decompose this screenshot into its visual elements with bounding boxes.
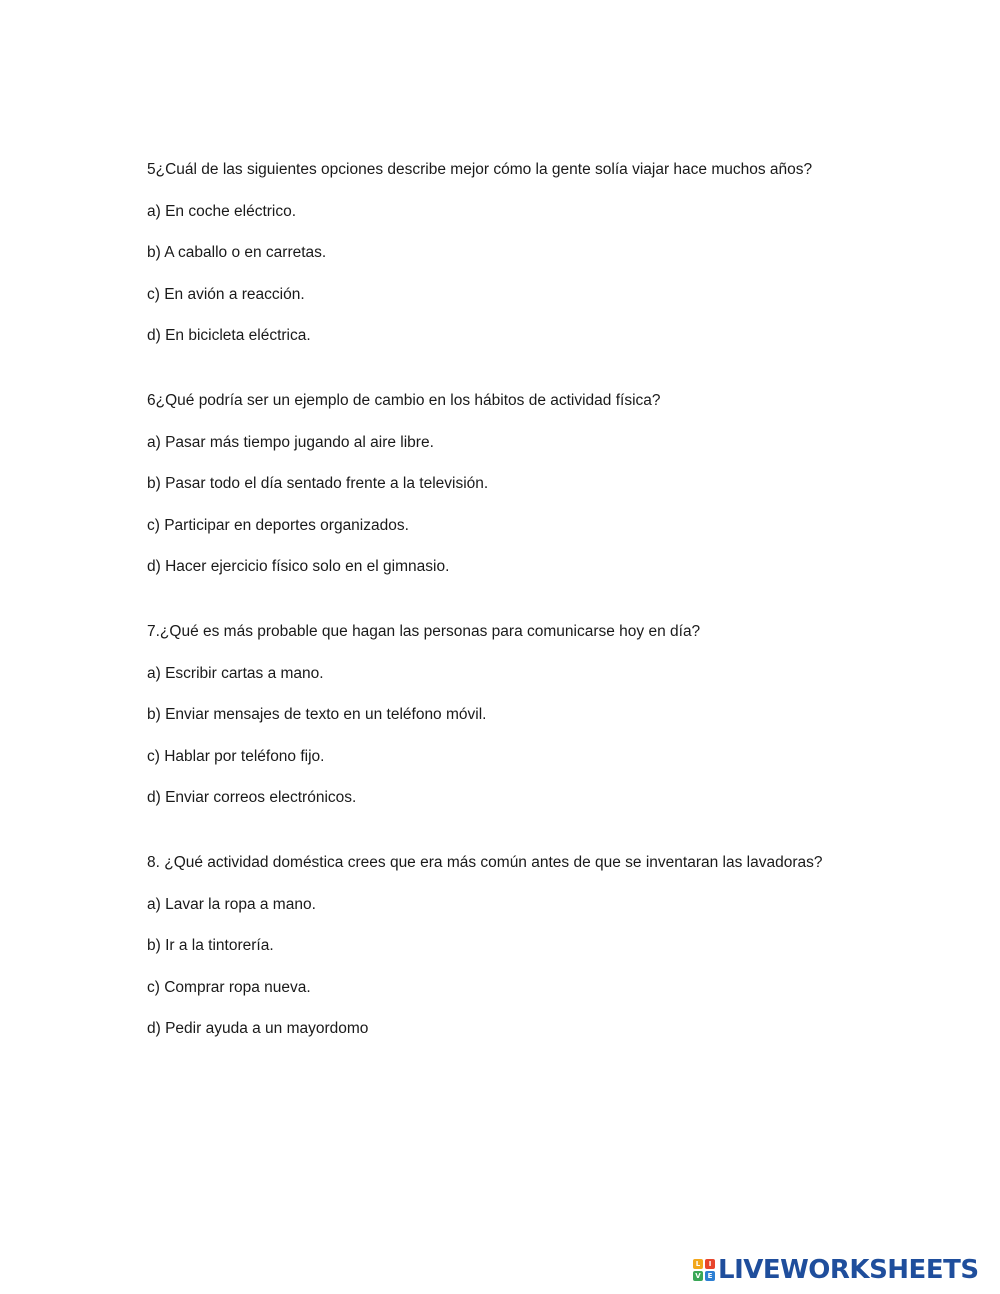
question-prompt: 8. ¿Qué actividad doméstica crees que era más común antes de que se inventaran las lavadoras? <box>147 854 823 871</box>
option-d: d) En bicicleta eléctrica. <box>147 327 311 344</box>
option-b: b) A caballo o en carretas. <box>147 244 327 261</box>
question-prompt: 6¿Qué podría ser un ejemplo de cambio en los hábitos de actividad física? <box>147 392 661 409</box>
liveworksheets-logo <box>693 1257 979 1283</box>
question-5 <box>147 158 947 348</box>
option-a: a) En coche eléctrico. <box>147 202 297 220</box>
option-c: c) Comprar ropa nueva. <box>147 978 311 996</box>
option-a: a) Pasar más tiempo jugando al aire libre. <box>147 433 434 451</box>
question-prompt: 5¿Cuál de las siguientes opciones describe mejor cómo la gente solía viajar hace muchos años? <box>147 161 813 178</box>
option-c: c) Participar en deportes organizados. <box>147 516 409 534</box>
option-d: d) Pedir ayuda a un mayordomo <box>147 1020 369 1037</box>
question-8 <box>147 851 947 1041</box>
logo-tile: I <box>705 1259 715 1269</box>
logo-tile: L <box>693 1259 703 1269</box>
logo-tile: E <box>705 1271 715 1281</box>
option-b: b) Enviar mensajes de texto en un teléfono móvil. <box>147 706 487 723</box>
worksheet <box>147 158 947 1059</box>
logo-tiles-icon <box>693 1259 715 1281</box>
logo-tile: V <box>693 1271 703 1281</box>
option-b: b) Pasar todo el día sentado frente a la televisión. <box>147 475 489 492</box>
logo-text: LIVEWORKSHEETS <box>718 1255 979 1285</box>
option-c: c) Hablar por teléfono fijo. <box>147 747 325 765</box>
option-b: b) Ir a la tintorería. <box>147 937 274 954</box>
option-d: d) Enviar correos electrónicos. <box>147 789 357 806</box>
option-a: a) Escribir cartas a mano. <box>147 664 324 682</box>
option-a: a) Lavar la ropa a mano. <box>147 895 316 913</box>
question-6 <box>147 389 947 579</box>
question-prompt: 7.¿Qué es más probable que hagan las personas para comunicarse hoy en día? <box>147 623 701 640</box>
question-7 <box>147 620 947 810</box>
option-c: c) En avión a reacción. <box>147 285 305 303</box>
option-d: d) Hacer ejercicio físico solo en el gimnasio. <box>147 558 450 575</box>
